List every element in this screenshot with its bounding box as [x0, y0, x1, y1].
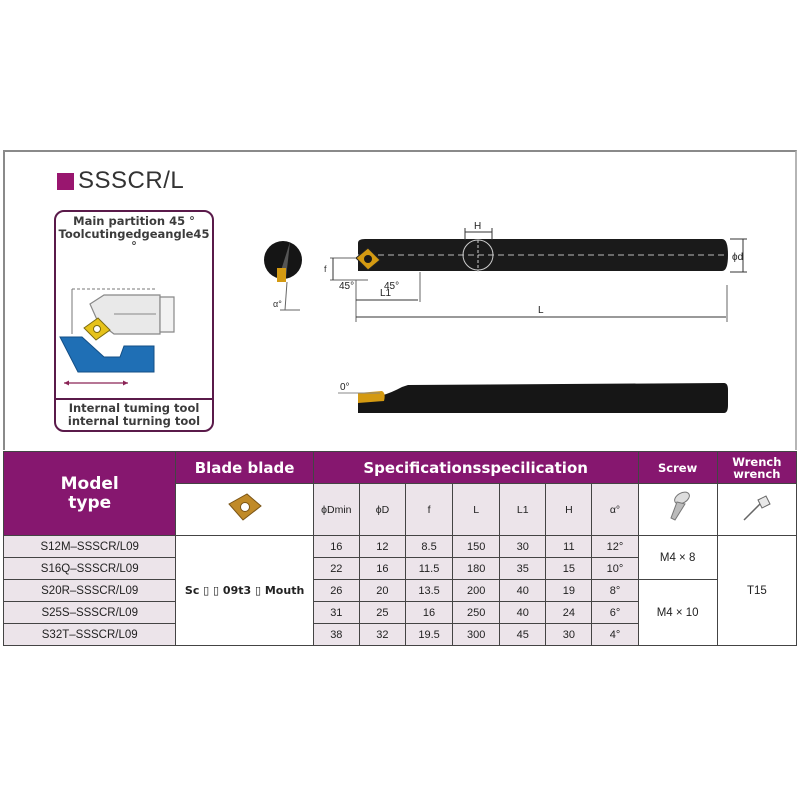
value-cell: 25 [359, 602, 405, 624]
svg-text:0°: 0° [340, 382, 350, 393]
boring-illustration-icon [56, 242, 212, 392]
card-caption-line: Main partition 45 ° [73, 214, 195, 228]
value-cell: 24 [546, 602, 592, 624]
tool-dimension-drawing [250, 210, 760, 330]
title-marker-icon [57, 173, 74, 190]
card-caption-line: Internal tuming tool [68, 401, 200, 415]
value-cell: 13.5 [405, 580, 452, 602]
card-caption-bottom [56, 402, 212, 427]
value-cell: 30 [500, 536, 546, 558]
screw-cell: M4 × 8 [638, 536, 717, 580]
svg-text:L: L [538, 305, 544, 316]
value-cell: 20 [359, 580, 405, 602]
col-alpha: α° [592, 484, 638, 536]
value-cell: 11 [546, 536, 592, 558]
model-cell: S16Q–SSSCR/L09 [4, 558, 176, 580]
header-model-type [4, 452, 176, 536]
value-cell: 15 [546, 558, 592, 580]
header-text: Wrench [732, 454, 782, 469]
value-cell: 12° [592, 536, 638, 558]
wrench-image-cell [717, 484, 796, 536]
header-specifications: Specificationsspecilication [313, 452, 638, 484]
value-cell: 16 [359, 558, 405, 580]
card-caption-line: Toolcutingedgeangle45 ° [58, 226, 210, 253]
card-divider [56, 398, 212, 400]
value-cell: 40 [500, 580, 546, 602]
col-l1: L1 [500, 484, 546, 536]
value-cell: 12 [359, 536, 405, 558]
screw-icon [663, 490, 693, 524]
value-cell: 8.5 [405, 536, 452, 558]
svg-text:ϕd: ϕd [732, 252, 744, 263]
svg-text:45°: 45° [339, 281, 355, 292]
header-blade: Blade blade [176, 452, 313, 484]
svg-text:H: H [474, 221, 482, 232]
svg-text:45°: 45° [384, 281, 400, 292]
value-cell: 150 [453, 536, 500, 558]
value-cell: 4° [592, 624, 638, 646]
col-l: L [453, 484, 500, 536]
header-screw: Screw [638, 452, 717, 484]
value-cell: 31 [313, 602, 359, 624]
value-cell: 16 [405, 602, 452, 624]
title-text: SSSCR/L [78, 167, 185, 194]
screw-cell: M4 × 10 [638, 580, 717, 646]
tool-side-view-drawing [320, 365, 740, 425]
value-cell: 300 [453, 624, 500, 646]
value-cell: 35 [500, 558, 546, 580]
col-h: H [546, 484, 592, 536]
wrench-cell: T15 [717, 536, 796, 646]
value-cell: 22 [313, 558, 359, 580]
model-cell: S32T–SSSCR/L09 [4, 624, 176, 646]
svg-text:L1: L1 [380, 288, 392, 299]
col-d: ϕD [359, 484, 405, 536]
value-cell: 250 [453, 602, 500, 624]
torx-wrench-icon [740, 490, 774, 524]
value-cell: 180 [453, 558, 500, 580]
spec-table [3, 451, 797, 646]
value-cell: 10° [592, 558, 638, 580]
value-cell: 200 [453, 580, 500, 602]
value-cell: 16 [313, 536, 359, 558]
value-cell: 11.5 [405, 558, 452, 580]
value-cell: 19.5 [405, 624, 452, 646]
value-cell: 45 [500, 624, 546, 646]
svg-text:f: f [324, 264, 327, 274]
header-text: Model [60, 473, 119, 494]
col-f: f [405, 484, 452, 536]
value-cell: 26 [313, 580, 359, 602]
svg-text:α°: α° [273, 299, 282, 309]
screw-image-cell [638, 484, 717, 536]
header-text: wrench [733, 466, 781, 481]
model-cell: S20R–SSSCR/L09 [4, 580, 176, 602]
blade-image-cell [176, 484, 313, 536]
blade-name-cell: Sc ▯ ▯ 09t3 ▯ Mouth [176, 536, 313, 646]
illustration-card [54, 210, 214, 432]
product-title [57, 168, 184, 194]
model-cell: S12M–SSSCR/L09 [4, 536, 176, 558]
card-caption-line: internal turning tool [67, 413, 201, 428]
col-dmin: ϕDmin [313, 484, 359, 536]
carbide-insert-icon [223, 490, 267, 524]
value-cell: 32 [359, 624, 405, 646]
value-cell: 6° [592, 602, 638, 624]
header-wrench [717, 452, 796, 484]
value-cell: 38 [313, 624, 359, 646]
value-cell: 30 [546, 624, 592, 646]
value-cell: 40 [500, 602, 546, 624]
model-cell: S25S–SSSCR/L09 [4, 602, 176, 624]
header-text: type [68, 492, 112, 513]
value-cell: 19 [546, 580, 592, 602]
value-cell: 8° [592, 580, 638, 602]
